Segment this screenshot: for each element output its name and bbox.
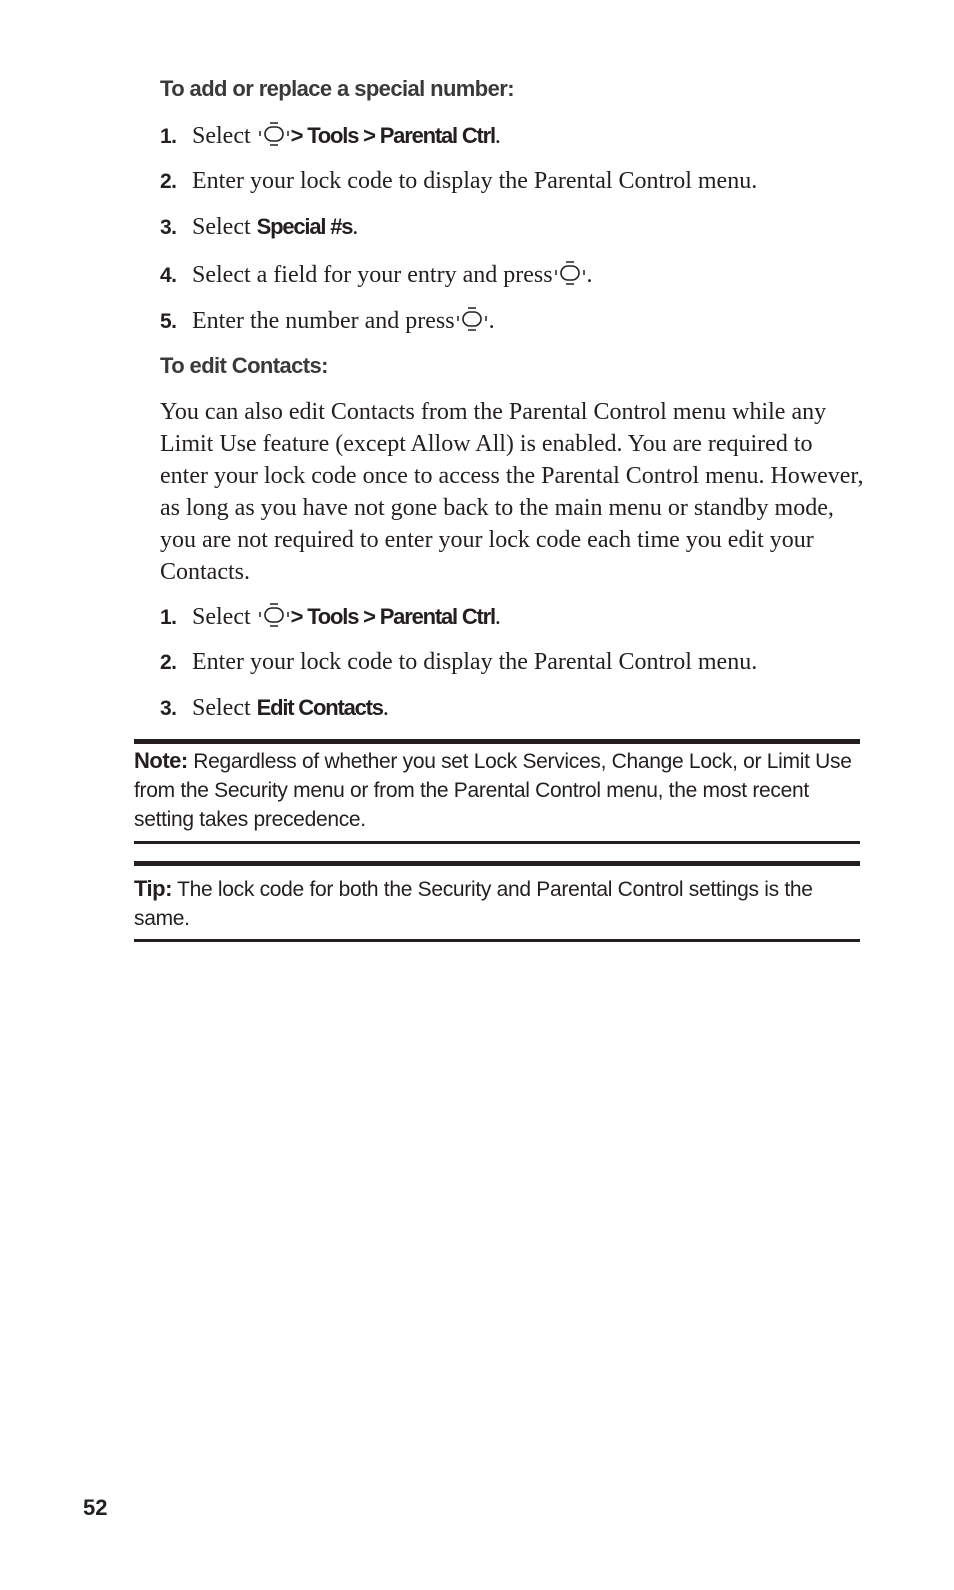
step-1-select-parental-ctrl (160, 602, 501, 631)
page-number: 52 (83, 1495, 108, 1520)
step-number: 2. (160, 170, 177, 193)
step-command: > Tools > Parental Ctrl (290, 123, 495, 148)
note-callout (134, 746, 860, 834)
menu-key-icon (455, 306, 489, 332)
step-command: > Tools > Parental Ctrl (290, 604, 495, 629)
step-punctuation: . (352, 214, 359, 240)
step-number: 3. (160, 697, 177, 720)
step-4-select-field (160, 260, 593, 289)
step-number: 3. (160, 216, 177, 239)
step-punctuation: . (494, 123, 501, 149)
step-number: 1. (160, 125, 177, 148)
step-3-select-special (160, 214, 358, 241)
step-punctuation: . (586, 262, 593, 288)
step-number: 2. (160, 651, 177, 674)
step-command: Special #s (256, 214, 353, 239)
step-text: Enter your lock code to display the Parental Control menu. (192, 168, 758, 194)
note-bottom-rule (134, 841, 860, 844)
edit-contacts-paragraph: You can also edit Contacts from the Parental Control menu while any Limit Use feature (except Allow All) is enabled. You are required to enter your lock code once to access the Parental Control menu. However, as long as you have not gone back to the main menu or standby mode, you are not required to enter your lock code each time you edit your Contacts. (160, 399, 864, 585)
step-text: Select (192, 604, 251, 630)
step-2-enter-lock-code (160, 168, 757, 195)
step-punctuation: . (382, 695, 389, 721)
tip-callout (134, 874, 860, 933)
section-heading-special-number: To add or replace a special number: (160, 76, 514, 101)
menu-key-icon (553, 260, 587, 286)
step-punctuation: . (494, 604, 501, 630)
note-label: Note: (134, 748, 188, 773)
tip-text: The lock code for both the Security and Parental Control settings is the same. (134, 878, 813, 930)
step-text: Select (192, 214, 251, 240)
step-text: Enter your lock code to display the Parental Control menu. (192, 649, 758, 675)
menu-key-icon (257, 121, 291, 147)
section-heading-edit-contacts: To edit Contacts: (160, 353, 328, 378)
step-number: 4. (160, 264, 177, 287)
step-number: 1. (160, 606, 177, 629)
step-text: Select (192, 695, 251, 721)
step-1-select-parental-ctrl (160, 121, 501, 150)
step-command: Edit Contacts (256, 695, 383, 720)
step-number: 5. (160, 310, 177, 333)
tip-label: Tip: (134, 876, 172, 901)
step-3-select-edit-contacts (160, 695, 389, 722)
tip-top-rule (134, 861, 860, 866)
step-punctuation: . (488, 308, 495, 334)
step-text: Select a field for your entry and press (192, 262, 553, 288)
step-5-enter-number (160, 306, 495, 335)
step-text: Enter the number and press (192, 308, 455, 334)
note-text: Regardless of whether you set Lock Services, Change Lock, or Limit Use from the Security menu or from the Parental Control menu, the most recent setting takes precedence. (134, 750, 852, 831)
tip-bottom-rule (134, 939, 860, 942)
menu-key-icon (257, 602, 291, 628)
step-text: Select (192, 123, 251, 149)
step-2-enter-lock-code (160, 649, 757, 676)
note-top-rule (134, 739, 860, 744)
